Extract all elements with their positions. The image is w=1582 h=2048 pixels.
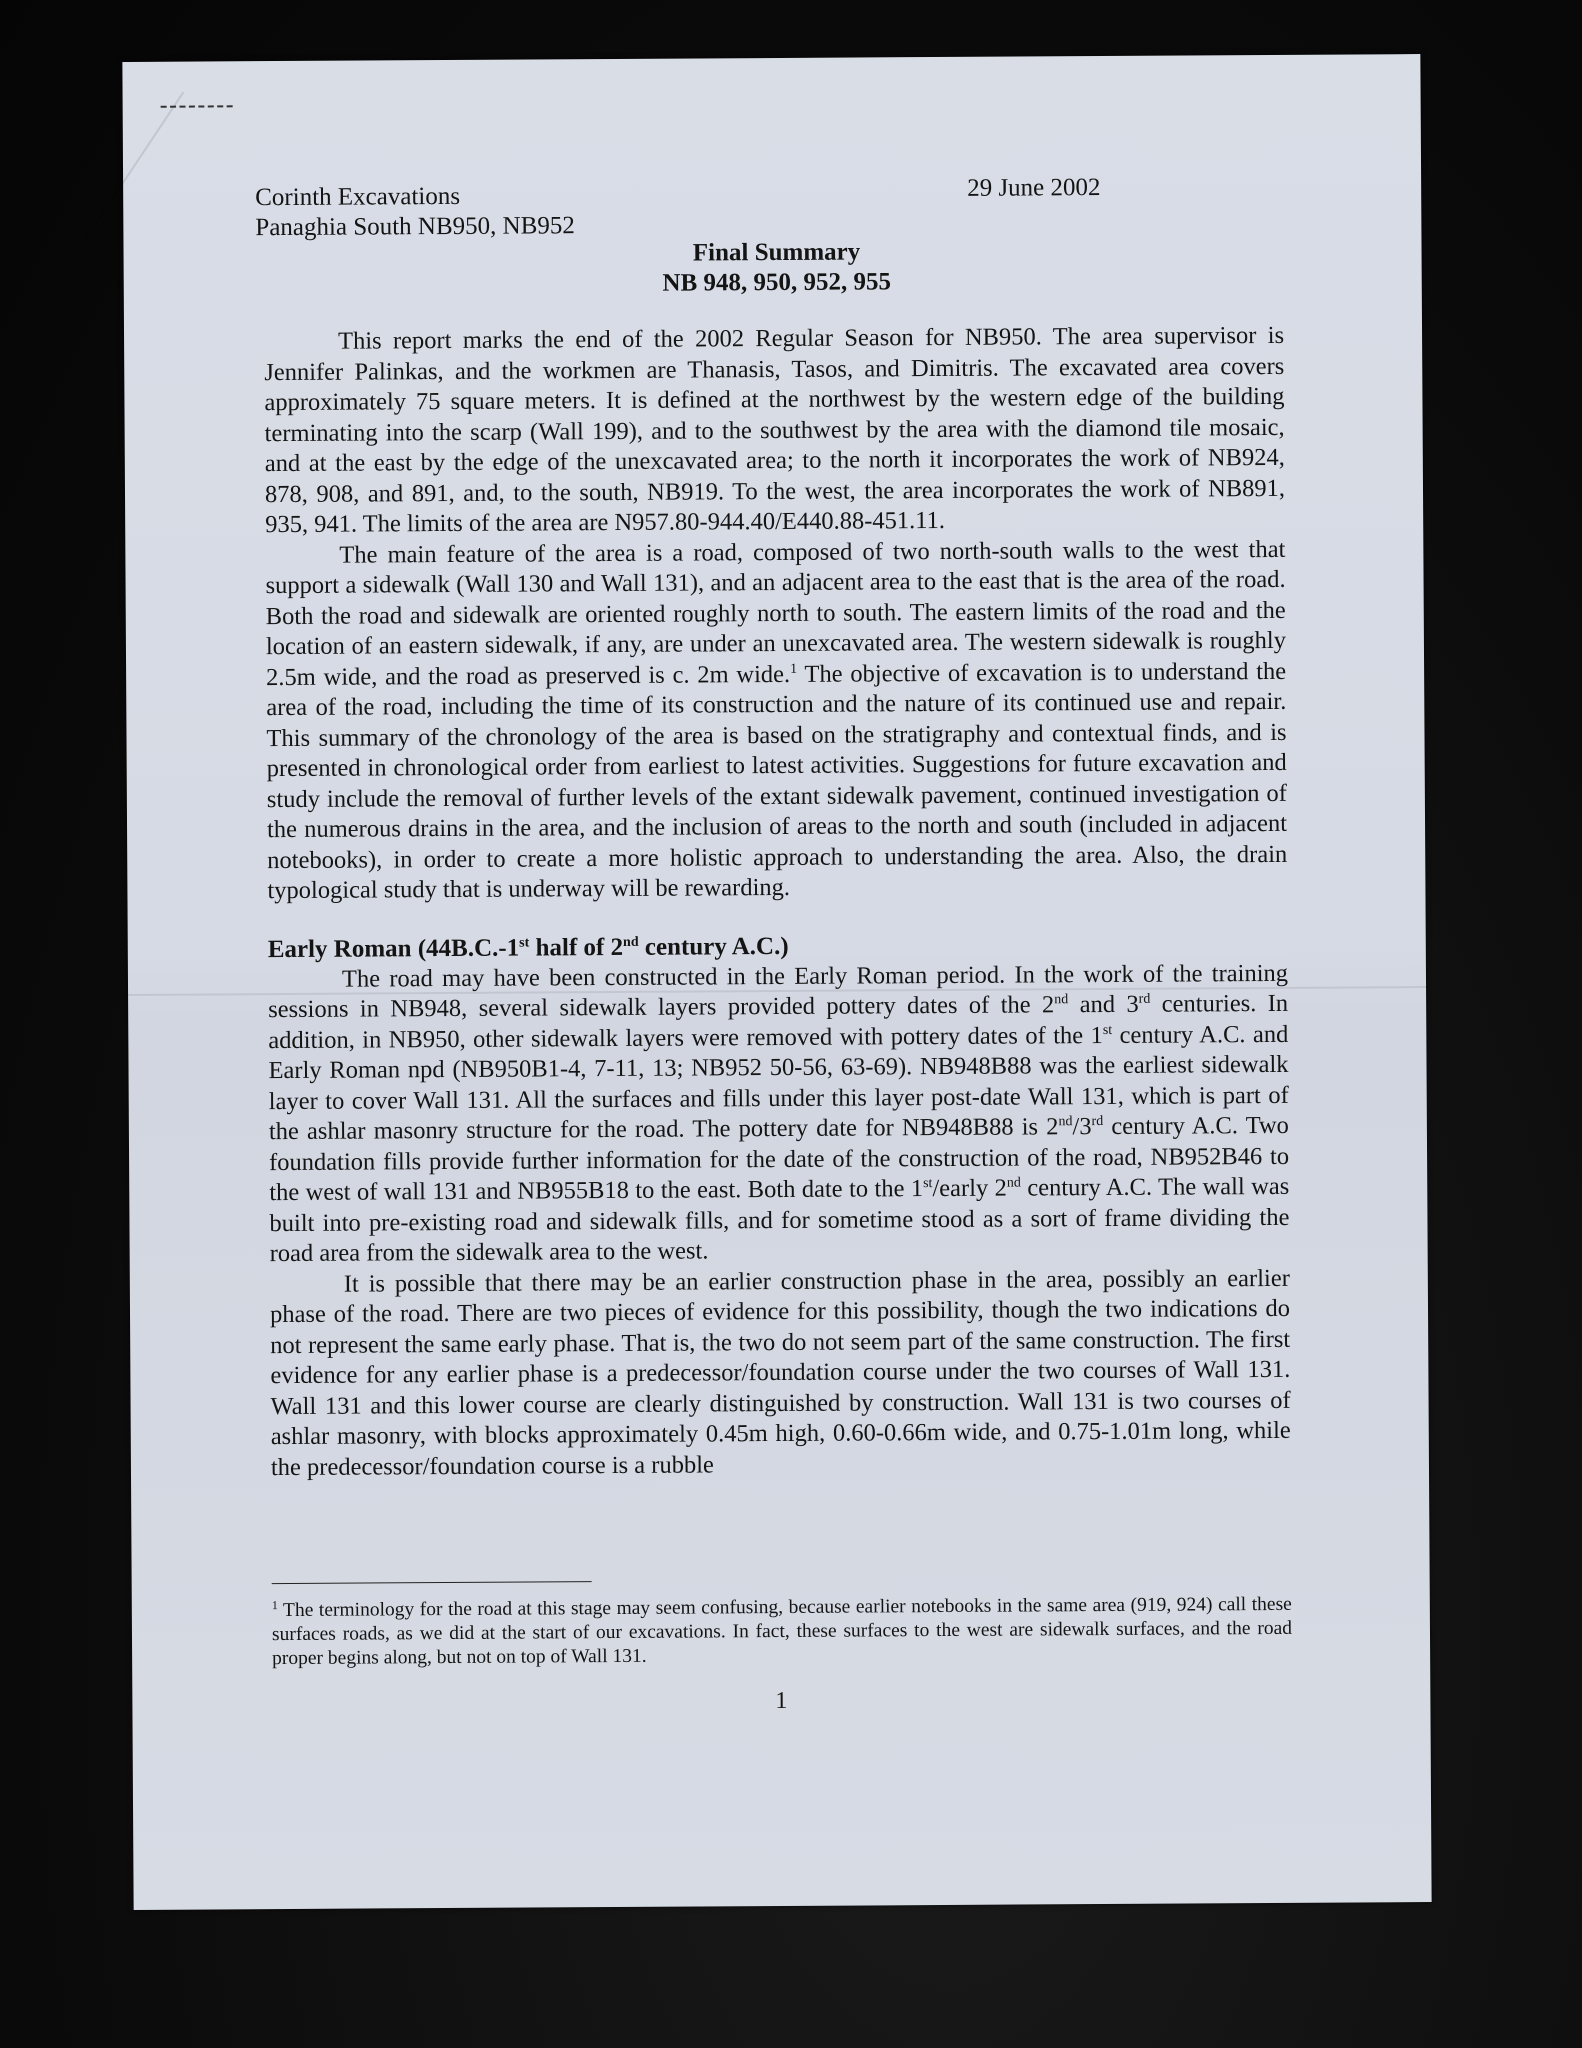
page-number: 1 bbox=[775, 1687, 788, 1715]
footnote-reference: 1 bbox=[790, 661, 798, 677]
heading-part: half of 2 bbox=[529, 933, 624, 962]
ordinal-sup: rd bbox=[1091, 1114, 1104, 1130]
heading-part: Early Roman (44B.C.-1 bbox=[267, 934, 520, 963]
heading-part: century A.C.) bbox=[638, 932, 789, 961]
title-line-1: Final Summary bbox=[692, 238, 861, 267]
ordinal-sup: nd bbox=[1006, 1175, 1021, 1191]
text-run: century A.C. and Early Roman npd (NB950B1-4, 7-11, 13; NB952 50-56, 63-69). NB948B88 was the earliest sidewalk layer to cover Wall 131. All the surfaces and fills under this layer post-date Wall 131, which is part of the ashlar masonry structure for the road. The pottery date for NB948B88 is 2 bbox=[268, 1020, 1289, 1146]
intro-p2-text-a: The main feature of the area is a road, composed of two north-south walls to the west that support a sidewalk (Wall 130 and Wall 131), and an adjacent area to the east that is the area of the road. Both the road and sidewalk are oriented roughly north to south. The eastern limits of the road and the location of an eastern sidewalk, if any, are under an unexcavated area. The western sidewalk is roughly 2.5m wide, and the road as preserved is c. 2m wide. bbox=[265, 535, 1287, 691]
intro-paragraph-1: This report marks the end of the 2002 Regular Season for NB950. The area supervisor is Jennifer Palinkas, and the workmen are Thanasis, Tasos, and Dimitris. The excavated area covers approximately 75 square meters. It is defined at the northwest by the western edge of the building terminating into the scarp (Wall 199), and to the southwest by the area with the diamond tile mosaic, and at the east by the edge of the unexcavated area; to the north it incorporates the work of NB924, 878, 908, and 891, and, to the south, NB919. To the west, the area incorporates the work of NB891, 935, 941. The limits of the area are N957.80-944.40/E440.88-451.11. bbox=[264, 321, 1286, 539]
ordinal-sup: nd bbox=[1054, 992, 1069, 1008]
header-block bbox=[255, 181, 575, 243]
heading-sup: st bbox=[519, 935, 530, 951]
ordinal-sup: st bbox=[923, 1176, 933, 1192]
text-run: and 3 bbox=[1068, 990, 1139, 1019]
text-run: /3 bbox=[1072, 1113, 1092, 1141]
early-roman-paragraph-1 bbox=[268, 958, 1290, 1269]
paper-corner-crease bbox=[83, 92, 184, 243]
text-run: The road may have been constructed in the Early Roman period. In the work of the training sessions in NB948, several sidewalk layers provided pottery dates of the 2 bbox=[268, 959, 1289, 1024]
early-roman-paragraph-2: It is possible that there may be an earlier construction phase in the area, possibly an earlier phase of the road. There are two pieces of evidence for this possibility, though the two indications do not represent the same early phase. That is, the two do not seem part of the same construction. The first evidence for any earlier phase is a predecessor/foundation course under the two courses of Wall 131. Wall 131 and this lower course are clearly distinguished by construction. Wall 131 is two courses of ashlar masonry, with blocks approximately 0.45m high, 0.60-0.66m wide, and 0.75-1.01m long, while the predecessor/foundation course is a rubble bbox=[269, 1264, 1291, 1481]
staple-mark bbox=[161, 105, 233, 109]
ordinal-sup: rd bbox=[1138, 991, 1151, 1007]
report-body bbox=[264, 321, 1291, 1483]
title-line-2: NB 948, 950, 952, 955 bbox=[662, 268, 892, 297]
intro-paragraph-2 bbox=[265, 534, 1287, 906]
text-run: centuries. In addition, in NB950, other sidewalk layers were removed with pottery dates of the 1 bbox=[268, 989, 1289, 1054]
footnote-text: The terminology for the road at this stage may seem confusing, because earlier notebooks in the same area (919, 924) call these surfaces roads, as we did at the start of our excavations. In fact, these surfaces to the west are sidewalk surfaces, and the road proper begins along, but not on top of Wall 131. bbox=[271, 1593, 1293, 1670]
ordinal-sup: st bbox=[1102, 1022, 1113, 1038]
footnote-number: 1 bbox=[271, 1598, 278, 1613]
footnote-1 bbox=[272, 1593, 1292, 1671]
header-date: 29 June 2002 bbox=[967, 174, 1101, 202]
intro-p2-text-b: The objective of excavation is to understand the area of the road, including the time of its construction and the nature of its continued use and repair. This summary of the chronology of the area is based on the stratigraphy and contextual finds, and is presented in chronological order from earliest to latest activities. Suggestions for future excavation and study include the removal of further levels of the extant sidewalk pavement, continued investigation of the numerous drains in the area, and the inclusion of areas to the north and south (included in adjacent notebooks), in order to create a more holistic approach to understanding the area. Also, the drain typological study that is underway will be rewarding. bbox=[266, 657, 1288, 905]
heading-sup: nd bbox=[622, 934, 639, 950]
ordinal-sup: nd bbox=[1058, 1114, 1073, 1130]
text-run: /early 2 bbox=[932, 1174, 1007, 1203]
document-page bbox=[122, 54, 1431, 1910]
report-title bbox=[123, 234, 1421, 302]
text-run: century A.C. The wall was built into pre-existing road and sidewalk fills, and for sometime stood as a sort of frame dividing the road area from the sidewalk area to the west. bbox=[269, 1172, 1290, 1268]
text-run: century A.C. Two foundation fills provide further information for the date of the construction of the road, NB952B46 to the west of wall 131 and NB955B18 to the east. Both date to the 1 bbox=[269, 1111, 1290, 1207]
header-area: Panaghia South NB950, NB952 bbox=[255, 212, 575, 242]
footnote-divider bbox=[272, 1581, 592, 1584]
header-org: Corinth Excavations bbox=[255, 182, 461, 212]
